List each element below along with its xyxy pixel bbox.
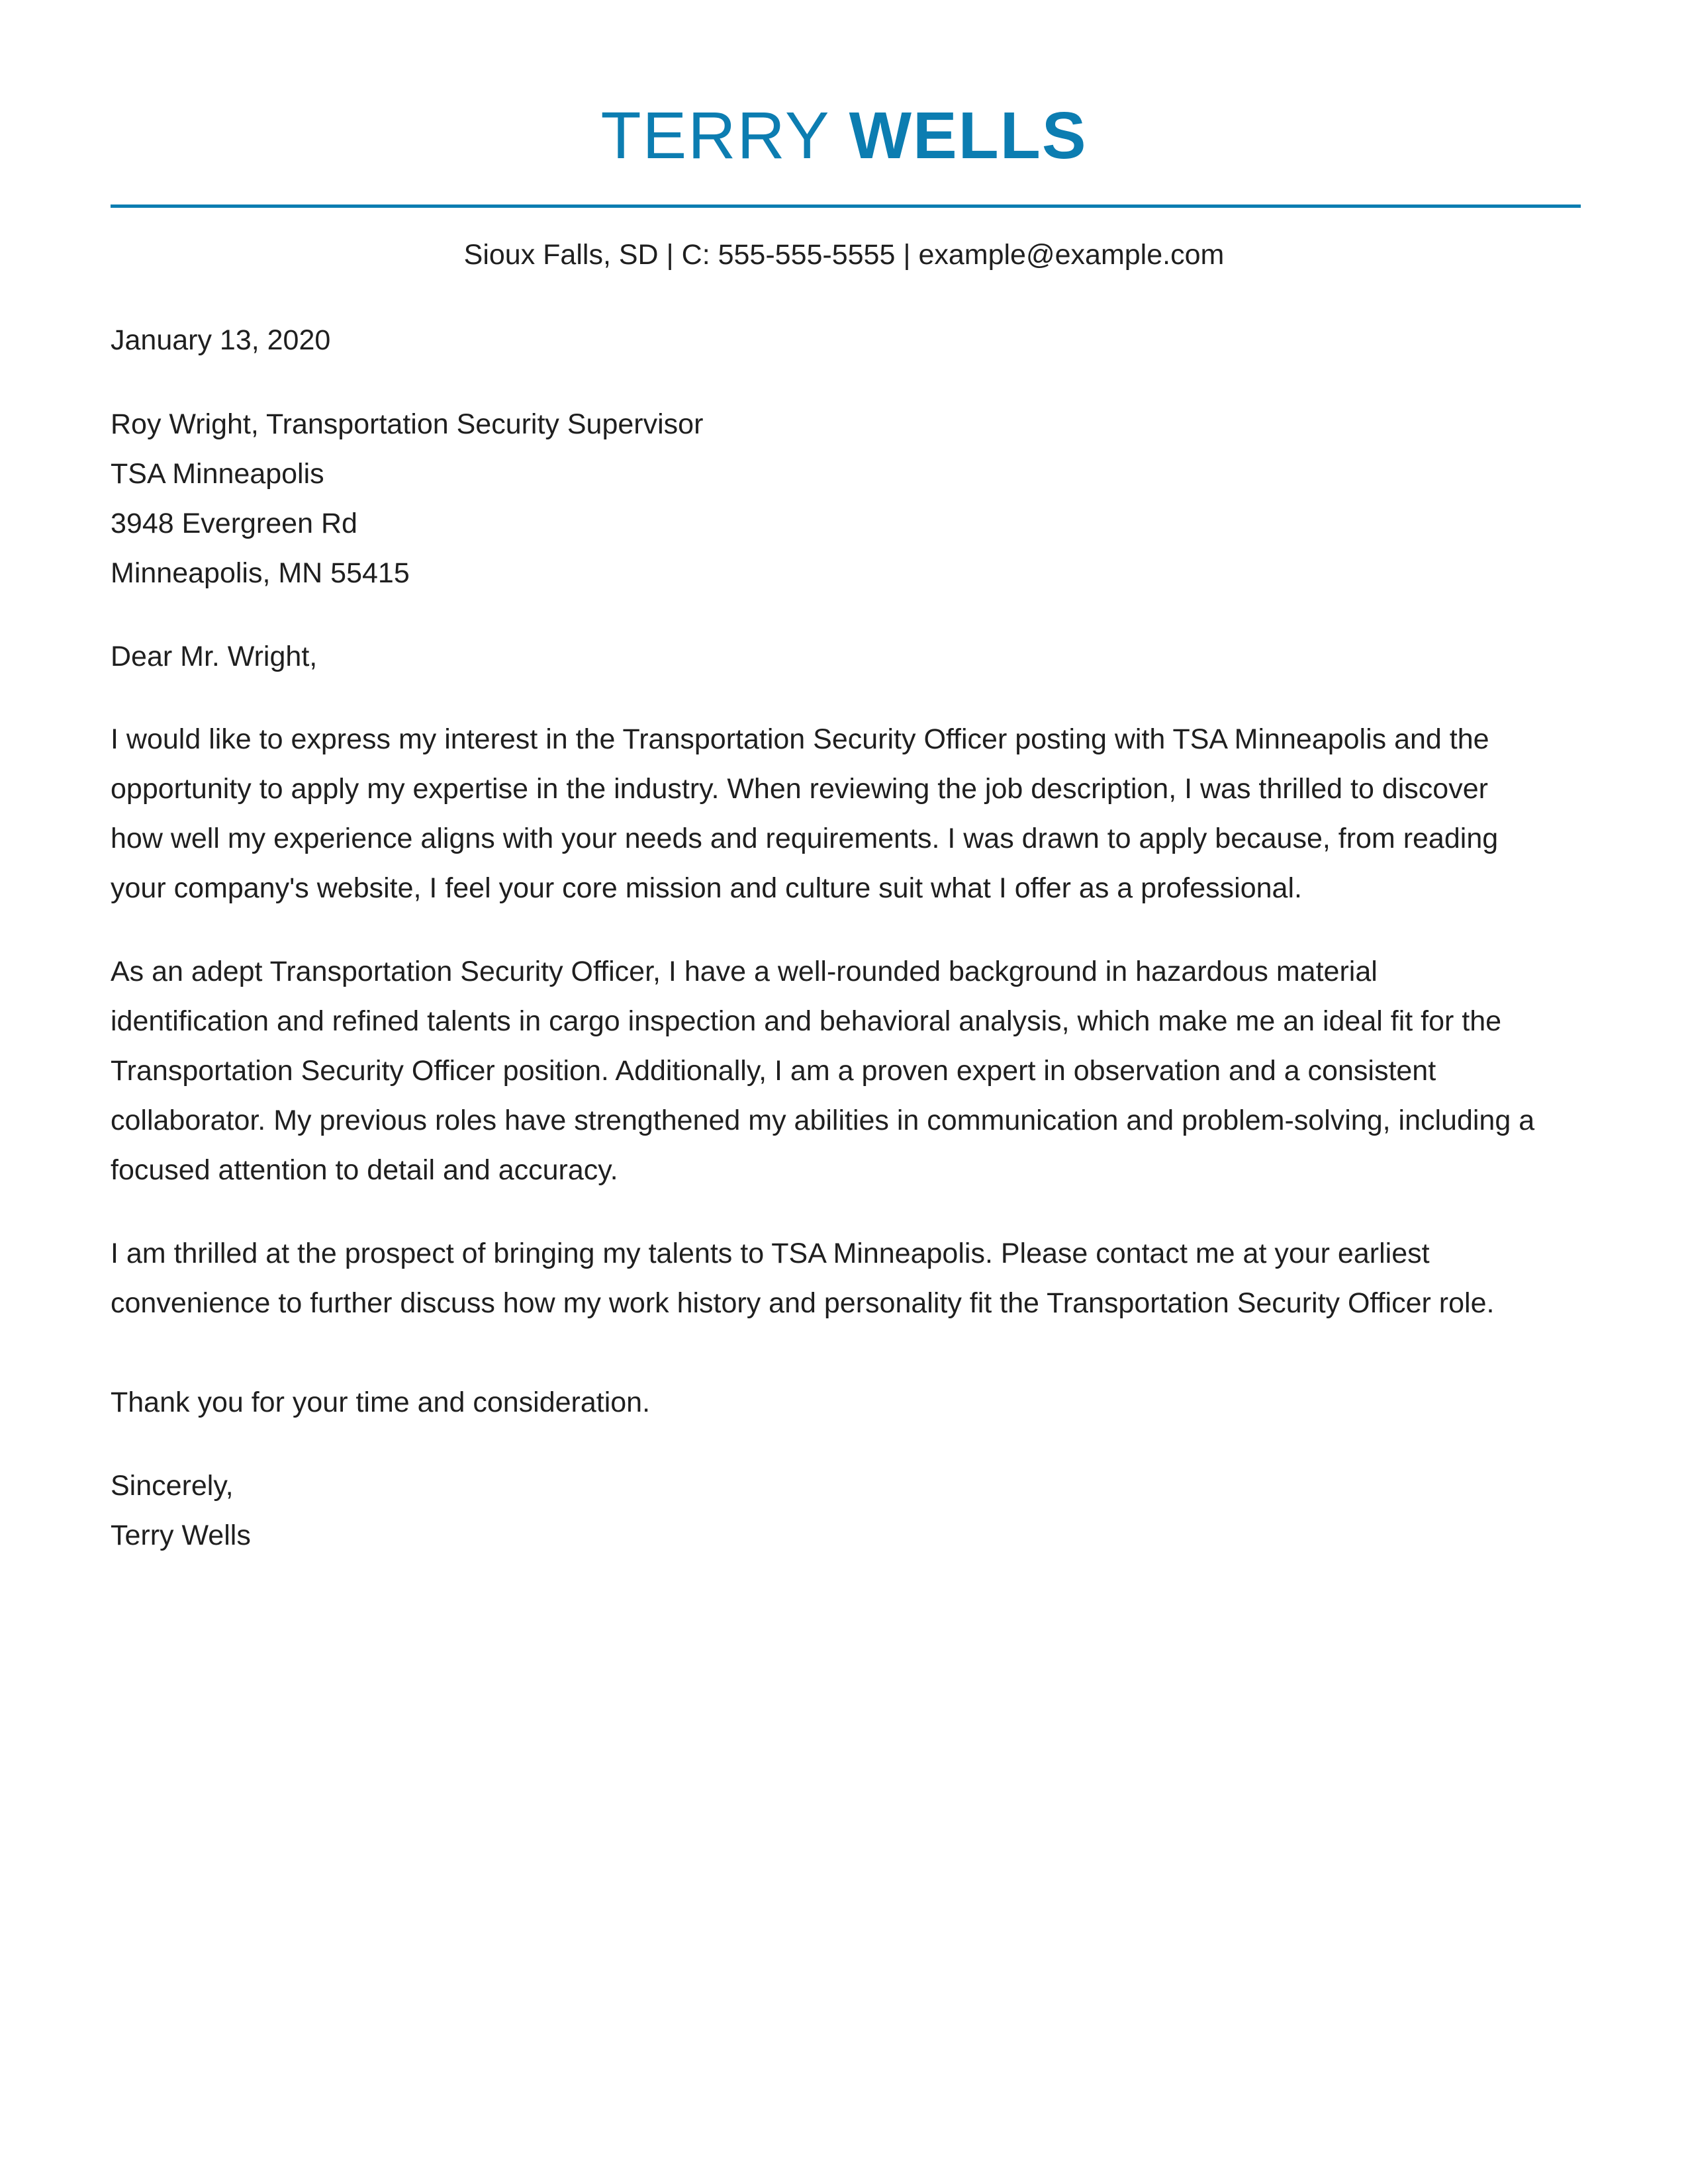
header-divider bbox=[111, 205, 1581, 208]
body-paragraph-3 bbox=[111, 1229, 1587, 1328]
paragraph-line: collaborator. My previous roles have strengthened my abilities in communication and problem-solving, including a bbox=[111, 1105, 1535, 1136]
closing bbox=[111, 1461, 1587, 1561]
paragraph-line: I would like to express my interest in the Transportation Security Officer posting with TSA Minneapolis and the bbox=[111, 723, 1489, 755]
recipient-organization: TSA Minneapolis bbox=[111, 458, 324, 490]
applicant-name bbox=[0, 93, 1688, 179]
recipient-city-state-zip: Minneapolis, MN 55415 bbox=[111, 557, 410, 589]
paragraph-line: convenience to further discuss how my work history and personality fit the Transportation Security Officer role. bbox=[111, 1287, 1495, 1319]
paragraph-line: how well my experience aligns with your needs and requirements. I was drawn to apply because, from reading bbox=[111, 823, 1499, 854]
recipient-address bbox=[111, 400, 1587, 598]
first-name: TERRY bbox=[600, 99, 829, 173]
recipient-street: 3948 Evergreen Rd bbox=[111, 508, 357, 539]
body-paragraph-4 bbox=[111, 1378, 1587, 1428]
paragraph-line: As an adept Transportation Security Officer, I have a well-rounded background in hazardous material bbox=[111, 956, 1378, 987]
valediction: Sincerely, bbox=[111, 1470, 234, 1502]
signature-name: Terry Wells bbox=[111, 1520, 251, 1551]
last-name: WELLS bbox=[849, 99, 1088, 173]
paragraph-line: Thank you for your time and consideration. bbox=[111, 1387, 651, 1418]
paragraph-line: identification and refined talents in cargo inspection and behavioral analysis, which make me an ideal fit for the bbox=[111, 1005, 1502, 1037]
recipient-name-title: Roy Wright, Transportation Security Supervisor bbox=[111, 408, 704, 440]
salutation: Dear Mr. Wright, bbox=[111, 641, 318, 672]
paragraph-line: Transportation Security Officer position. Additionally, I am a proven expert in observation and a consistent bbox=[111, 1055, 1436, 1087]
contact-line: Sioux Falls, SD | C: 555-555-5555 | example@example.com bbox=[463, 239, 1225, 271]
paragraph-line: your company's website, I feel your core mission and culture suit what I offer as a professional. bbox=[111, 872, 1302, 904]
paragraph-line: opportunity to apply my expertise in the industry. When reviewing the job description, I was thrilled to discover bbox=[111, 773, 1488, 805]
body-paragraph-1 bbox=[111, 715, 1587, 913]
paragraph-line: I am thrilled at the prospect of bringing my talents to TSA Minneapolis. Please contact me at your earliest bbox=[111, 1238, 1430, 1269]
paragraph-line: focused attention to detail and accuracy. bbox=[111, 1154, 618, 1186]
letter-date: January 13, 2020 bbox=[111, 324, 331, 356]
body-paragraph-2 bbox=[111, 947, 1587, 1195]
